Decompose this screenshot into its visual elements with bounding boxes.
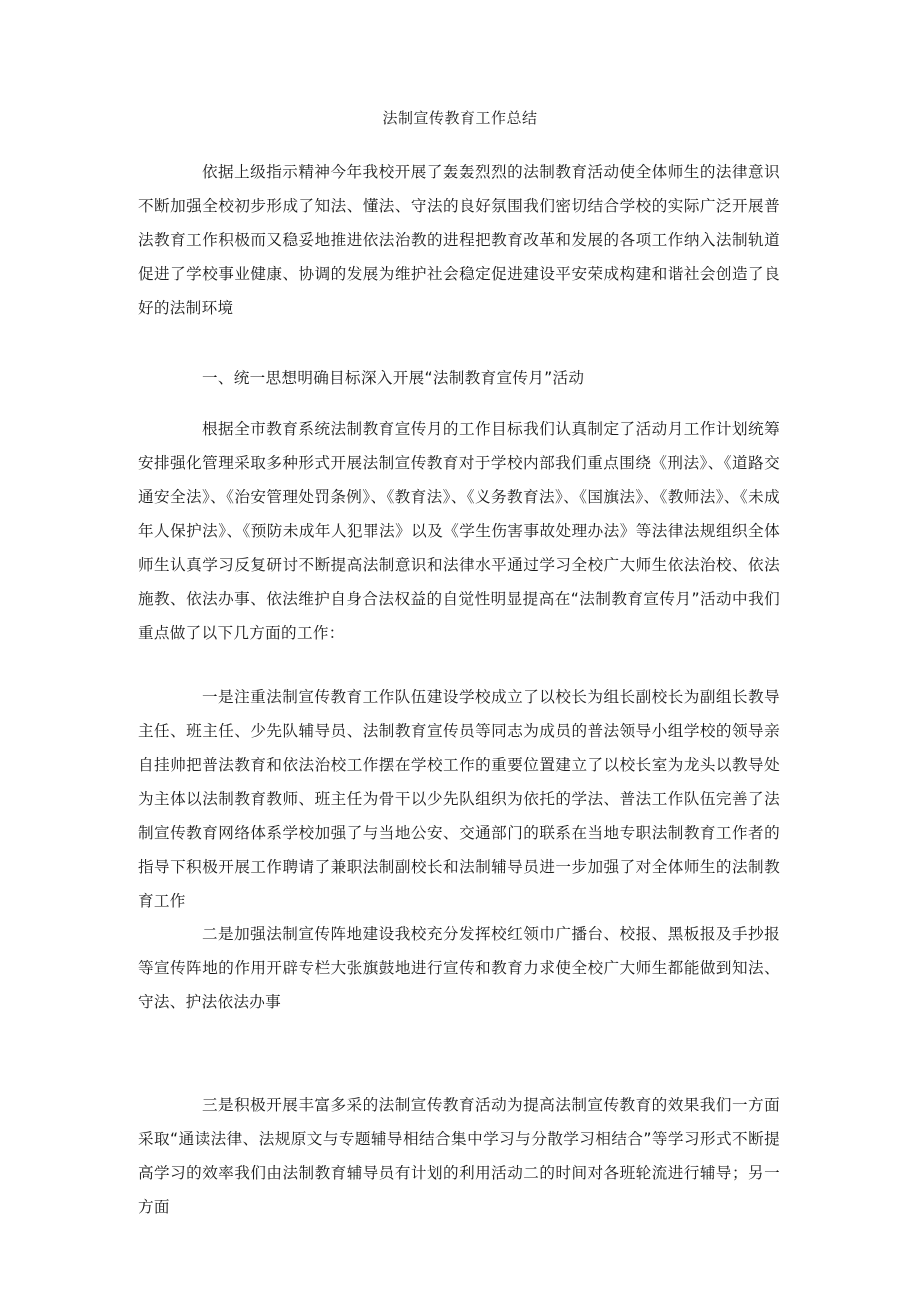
paragraph-publicity: 二是加强法制宣传阵地建设我校充分发挥校红领巾广播台、校报、黑板报及手抄报等宣传阵地的作用开辟专栏大张旗鼓地进行宣传和教育力求使全校广大师生都能做到知法、守法、护法依法办事: [138, 925, 780, 1011]
paragraph-intro: 依据上级指示精神今年我校开展了轰轰烈烈的法制教育活动使全体师生的法律意识不断加强全校初步形成了知法、懂法、守法的良好氛围我们密切结合学校的实际广泛开展普法教育工作积极而又稳妥地推进依法治教的进程把教育改革和发展的各项工作纳入法制轨道促进了学校事业健康、协调的发展为维护社会稳定促进建设平安荣成构建和谐社会创造了良好的法制环境: [138, 163, 780, 317]
paragraph-activities: 三是积极开展丰富多采的法制宣传教育活动为提高法制宣传教育的效果我们一方面采取“通读法律、法规原文与专题辅导相结合集中学习与分散学习相结合”等学习形式不断提高学习的效率我们由法制教育辅导员有计划的利用活动二的时间对各班轮流进行辅导；另一方面: [138, 1096, 780, 1216]
paragraph-plan: 根据全市教育系统法制教育宣传月的工作目标我们认真制定了活动月工作计划统筹安排强化管理采取多种形式开展法制宣传教育对于学校内部我们重点围绕《刑法》、《道路交通安全法》、《治安管理处罚条例》、《教育法》、《义务教育法》、《国旗法》、《教师法》、《未成年人保护法》、《预防未成年人犯罪法》以及《学生伤害事故处理办法》等法律法规组织全体师生认真学习反复研讨不断提高法制意识和法律水平通过学习全校广大师生依法治校、依法施教、依法办事、依法维护自身合法权益的自觉性明显提高在“法制教育宣传月”活动中我们重点做了以下几方面的工作：: [138, 420, 780, 642]
section-heading: 一、统一思想明确目标深入开展“法制教育宣传月”活动: [202, 369, 585, 387]
paragraph-team: 一是注重法制宣传教育工作队伍建设学校成立了以校长为组长副校长为副组长教导主任、班主任、少先队辅导员、法制教育宣传员等同志为成员的普法领导小组学校的领导亲自挂帅把普法教育和依法治校工作摆在学校工作的重要位置建立了以校长室为龙头以教导处为主体以法制教育教师、班主任为骨干以少先队组织为依托的学法、普法工作队伍完善了法制宣传教育网络体系学校加强了与当地公安、交通部门的联系在当地专职法制教育工作者的指导下积极开展工作聘请了兼职法制副校长和法制辅导员进一步加强了对全体师生的法制教育工作: [138, 688, 780, 910]
document-title: 法制宣传教育工作总结: [382, 109, 538, 127]
